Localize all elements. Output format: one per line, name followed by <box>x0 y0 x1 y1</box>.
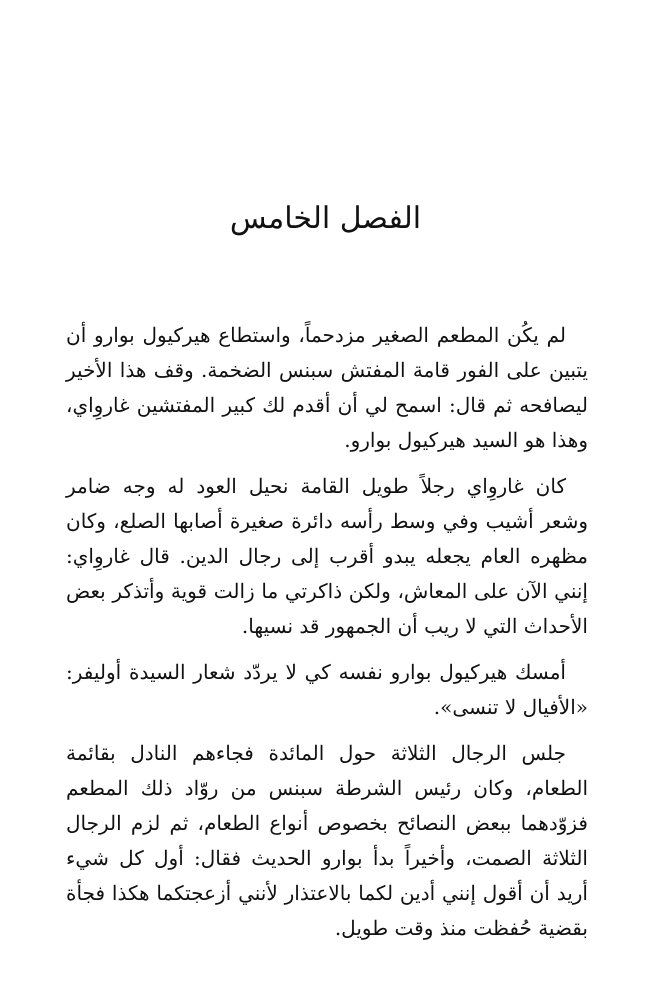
paragraph: أمسك هيركيول بوارو نفسه كي لا يردّد شعار السيدة أوليفر: «الأفيال لا تنسى». <box>66 660 588 719</box>
chapter-title: الفصل الخامس <box>229 201 422 236</box>
paragraph: كان غاروِاي رجلاً طويل القامة نحيل العود له وجه ضامر وشعر أشيب وفي وسط رأسه دائرة صغيرة أصابها الصلع، وكان مظهره العام يجعله يبدو أقرب إلى رجال الدين. قال غاروِاي: إنني الآن على المعاش، ولكن ذاكرتي ما زالت قوية وأتذكر بعض الأحداث التي لا ريب أن الجمهور قد نسيها. <box>66 474 588 638</box>
paragraph: لم يكُن المطعم الصغير مزدحماً، واستطاع هيركيول بوارو أن يتبين على الفور قامة المفتش سبنس الضخمة. وقف هذا الأخير ليصافحه ثم قال: اسمح لي أن أقدم لك كبير المفتشين غاروِاي، وهذا هو السيد هيركيول بوارو. <box>66 323 588 452</box>
paragraph: جلس الرجال الثلاثة حول المائدة فجاءهم النادل بقائمة الطعام، وكان رئيس الشرطة سبنس من روّاد ذلك المطعم فزوّدهما ببعض النصائح بخصوص أنواع الطعام، ثم لزم الرجال الثلاثة الصمت، وأخيراً بدأ بوارو الحديث فقال: أول كل شيء أريد أن أقول إنني أدين لكما بالاعتذار لأنني أزعجتكما هكذا فجأة بقضية حُفظت منذ وقت طويل. <box>66 741 588 940</box>
chapter-body <box>66 318 588 957</box>
